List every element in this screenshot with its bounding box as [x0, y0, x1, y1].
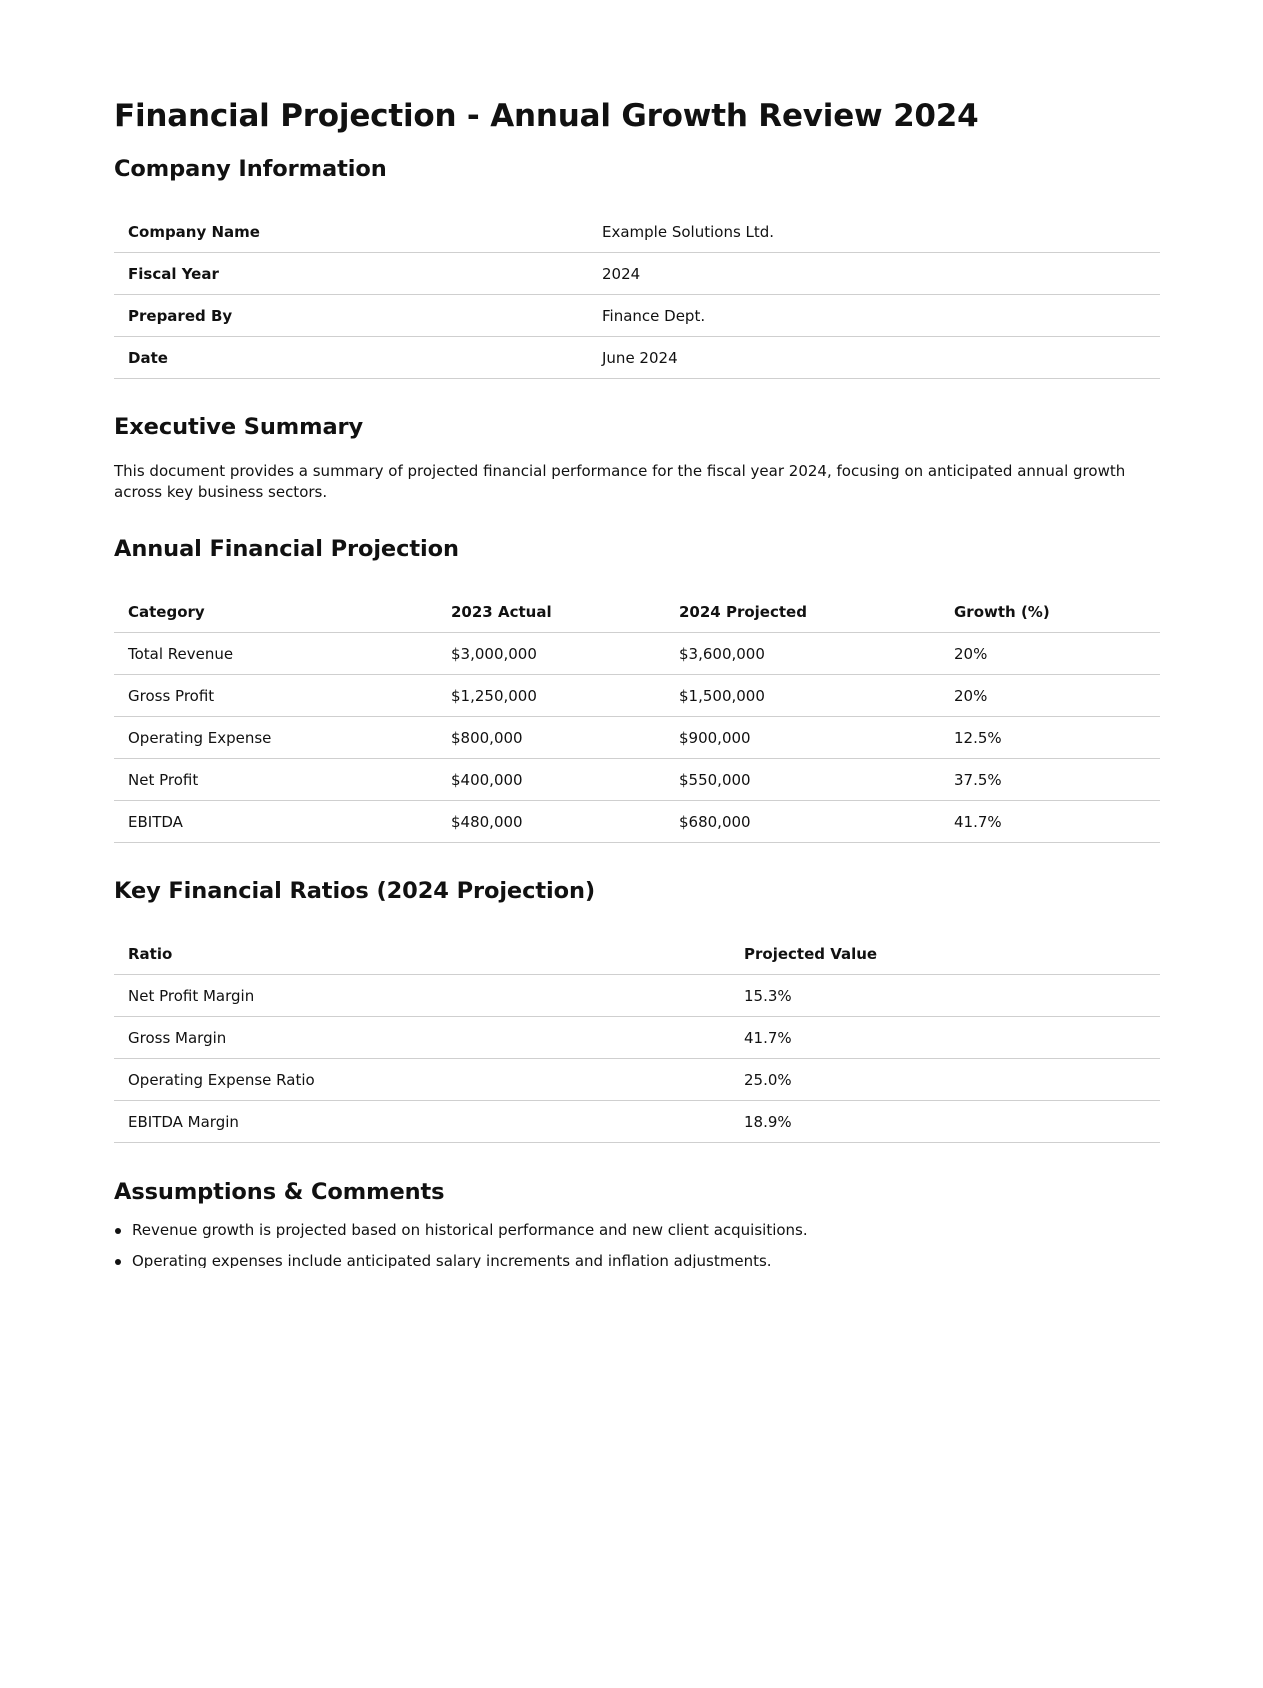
table-row [114, 633, 1160, 675]
table-cell: 20% [940, 633, 1160, 675]
table-cell: Net Profit Margin [114, 975, 730, 1017]
document [114, 96, 1160, 1268]
table-cell: EBITDA [114, 801, 437, 843]
table-cell: $400,000 [437, 759, 665, 801]
table-cell: Gross Profit [114, 675, 437, 717]
table-cell: $800,000 [437, 717, 665, 759]
info-value: Finance Dept. [588, 295, 1160, 337]
info-value: June 2024 [588, 337, 1160, 379]
table-cell: 20% [940, 675, 1160, 717]
table-row [114, 1017, 1160, 1059]
column-header: Projected Value [730, 933, 1160, 975]
ratios-heading: Key Financial Ratios (2024 Projection) [114, 878, 596, 904]
table-cell: Operating Expense Ratio [114, 1059, 730, 1101]
list-item: Revenue growth is projected based on historical performance and new client acquisitions. [114, 1215, 1160, 1246]
table-row [114, 1101, 1160, 1143]
table-row [114, 975, 1160, 1017]
table-cell: 41.7% [940, 801, 1160, 843]
info-value: Example Solutions Ltd. [588, 211, 1160, 253]
assumptions-heading: Assumptions & Comments [114, 1179, 445, 1205]
table-cell: 37.5% [940, 759, 1160, 801]
table-row [114, 759, 1160, 801]
executive-summary-heading: Executive Summary [114, 414, 364, 440]
table-header-row [114, 591, 1160, 633]
projection-heading: Annual Financial Projection [114, 536, 459, 562]
company-info-heading: Company Information [114, 156, 387, 182]
assumptions-list [114, 1215, 1160, 1268]
column-header: Category [114, 591, 437, 633]
table-cell: 15.3% [730, 975, 1160, 1017]
table-cell: $900,000 [665, 717, 940, 759]
table-cell: 25.0% [730, 1059, 1160, 1101]
table-row [114, 253, 1160, 295]
table-cell: Total Revenue [114, 633, 437, 675]
table-cell: 18.9% [730, 1101, 1160, 1143]
table-row [114, 295, 1160, 337]
table-row [114, 675, 1160, 717]
table-cell: $1,500,000 [665, 675, 940, 717]
assumptions-list-viewport [114, 1215, 1160, 1268]
company-info-table [114, 211, 1160, 379]
info-label: Prepared By [114, 295, 588, 337]
list-item: Operating expenses include anticipated salary increments and inflation adjustments. [114, 1246, 1160, 1268]
table-row [114, 717, 1160, 759]
table-row [114, 211, 1160, 253]
table-cell: $680,000 [665, 801, 940, 843]
table-cell: $3,600,000 [665, 633, 940, 675]
column-header: Growth (%) [940, 591, 1160, 633]
executive-summary-text: This document provides a summary of projected financial performance for the fiscal year 2024, focusing on anticipated annual growth across key business sectors. [114, 462, 1126, 501]
info-label: Company Name [114, 211, 588, 253]
table-cell: $1,250,000 [437, 675, 665, 717]
table-cell: 12.5% [940, 717, 1160, 759]
info-label: Fiscal Year [114, 253, 588, 295]
table-cell: 41.7% [730, 1017, 1160, 1059]
table-cell: Operating Expense [114, 717, 437, 759]
table-cell: Net Profit [114, 759, 437, 801]
table-cell: $3,000,000 [437, 633, 665, 675]
page-title: Financial Projection - Annual Growth Review 2024 [114, 98, 979, 134]
ratios-table [114, 933, 1160, 1143]
projection-table [114, 591, 1160, 843]
column-header: 2024 Projected [665, 591, 940, 633]
info-label: Date [114, 337, 588, 379]
table-row [114, 337, 1160, 379]
column-header: Ratio [114, 933, 730, 975]
column-header: 2023 Actual [437, 591, 665, 633]
table-cell: Gross Margin [114, 1017, 730, 1059]
table-row [114, 801, 1160, 843]
table-cell: $550,000 [665, 759, 940, 801]
table-header-row [114, 933, 1160, 975]
table-row [114, 1059, 1160, 1101]
table-cell: $480,000 [437, 801, 665, 843]
info-value: 2024 [588, 253, 1160, 295]
table-cell: EBITDA Margin [114, 1101, 730, 1143]
